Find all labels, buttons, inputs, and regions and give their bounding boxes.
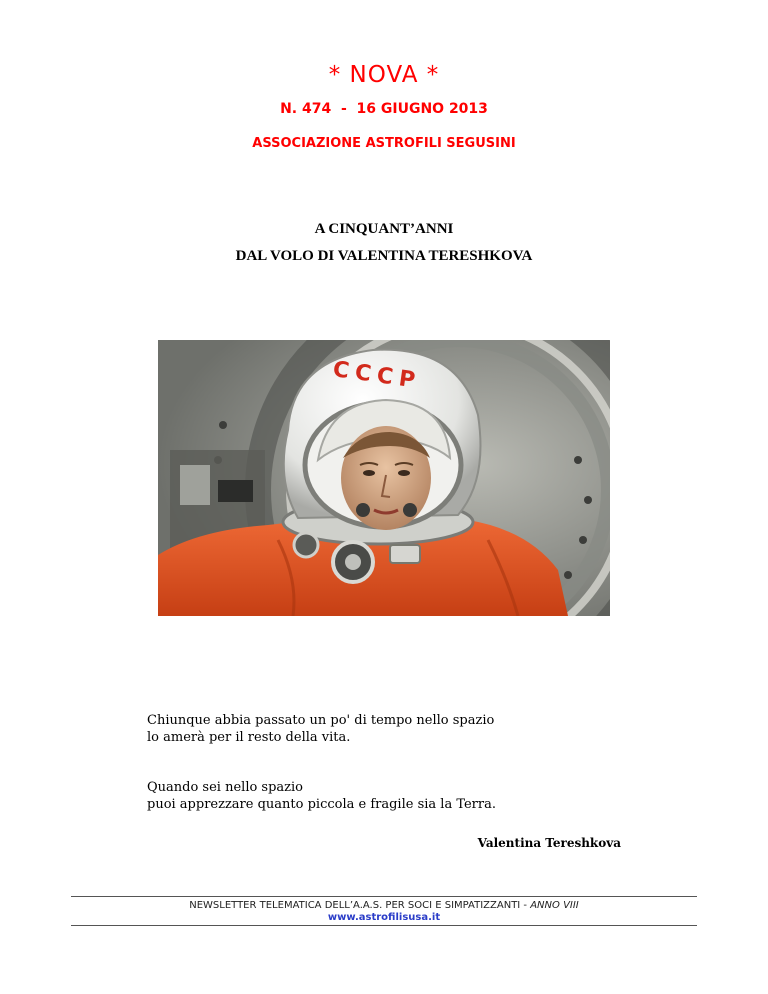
quote-paragraph-2: [147, 779, 627, 813]
quote-paragraph-1: [147, 712, 627, 746]
footer-caption: [0, 900, 768, 911]
association-name: ASSOCIAZIONE ASTROFILI SEGUSINI: [252, 136, 516, 151]
footer-divider-top: [71, 896, 697, 897]
quote-author: Valentina Tereshkova: [477, 836, 621, 850]
astronaut-photo: [158, 340, 610, 616]
newsletter-title: * NOVA *: [328, 62, 440, 88]
quote-2-line-1: Quando sei nello spazio: [147, 780, 304, 795]
quote-1-line-1: Chiunque abbia passato un po' di tempo nello spazio: [147, 713, 495, 728]
website-link[interactable]: www.astrofilisusa.it: [327, 912, 441, 923]
footer-divider-bottom: [71, 925, 697, 926]
footer-caption-year: ANNO VIII: [530, 900, 579, 911]
helmet-lettering: CCCP: [331, 357, 423, 395]
article-headline-line1: A CINQUANT’ANNI: [314, 221, 454, 237]
issue-number-date: N. 474 - 16 GIUGNO 2013: [280, 101, 488, 117]
article-headline-line2: DAL VOLO DI VALENTINA TERESHKOVA: [235, 248, 533, 264]
quote-1-line-2: lo amerà per il resto della vita.: [147, 730, 351, 745]
footer-caption-main: NEWSLETTER TELEMATICA DELL’A.A.S. PER SOCI E SIMPATIZZANTI -: [189, 900, 531, 911]
quote-2-line-2: puoi apprezzare quanto piccola e fragile sia la Terra.: [147, 797, 496, 812]
